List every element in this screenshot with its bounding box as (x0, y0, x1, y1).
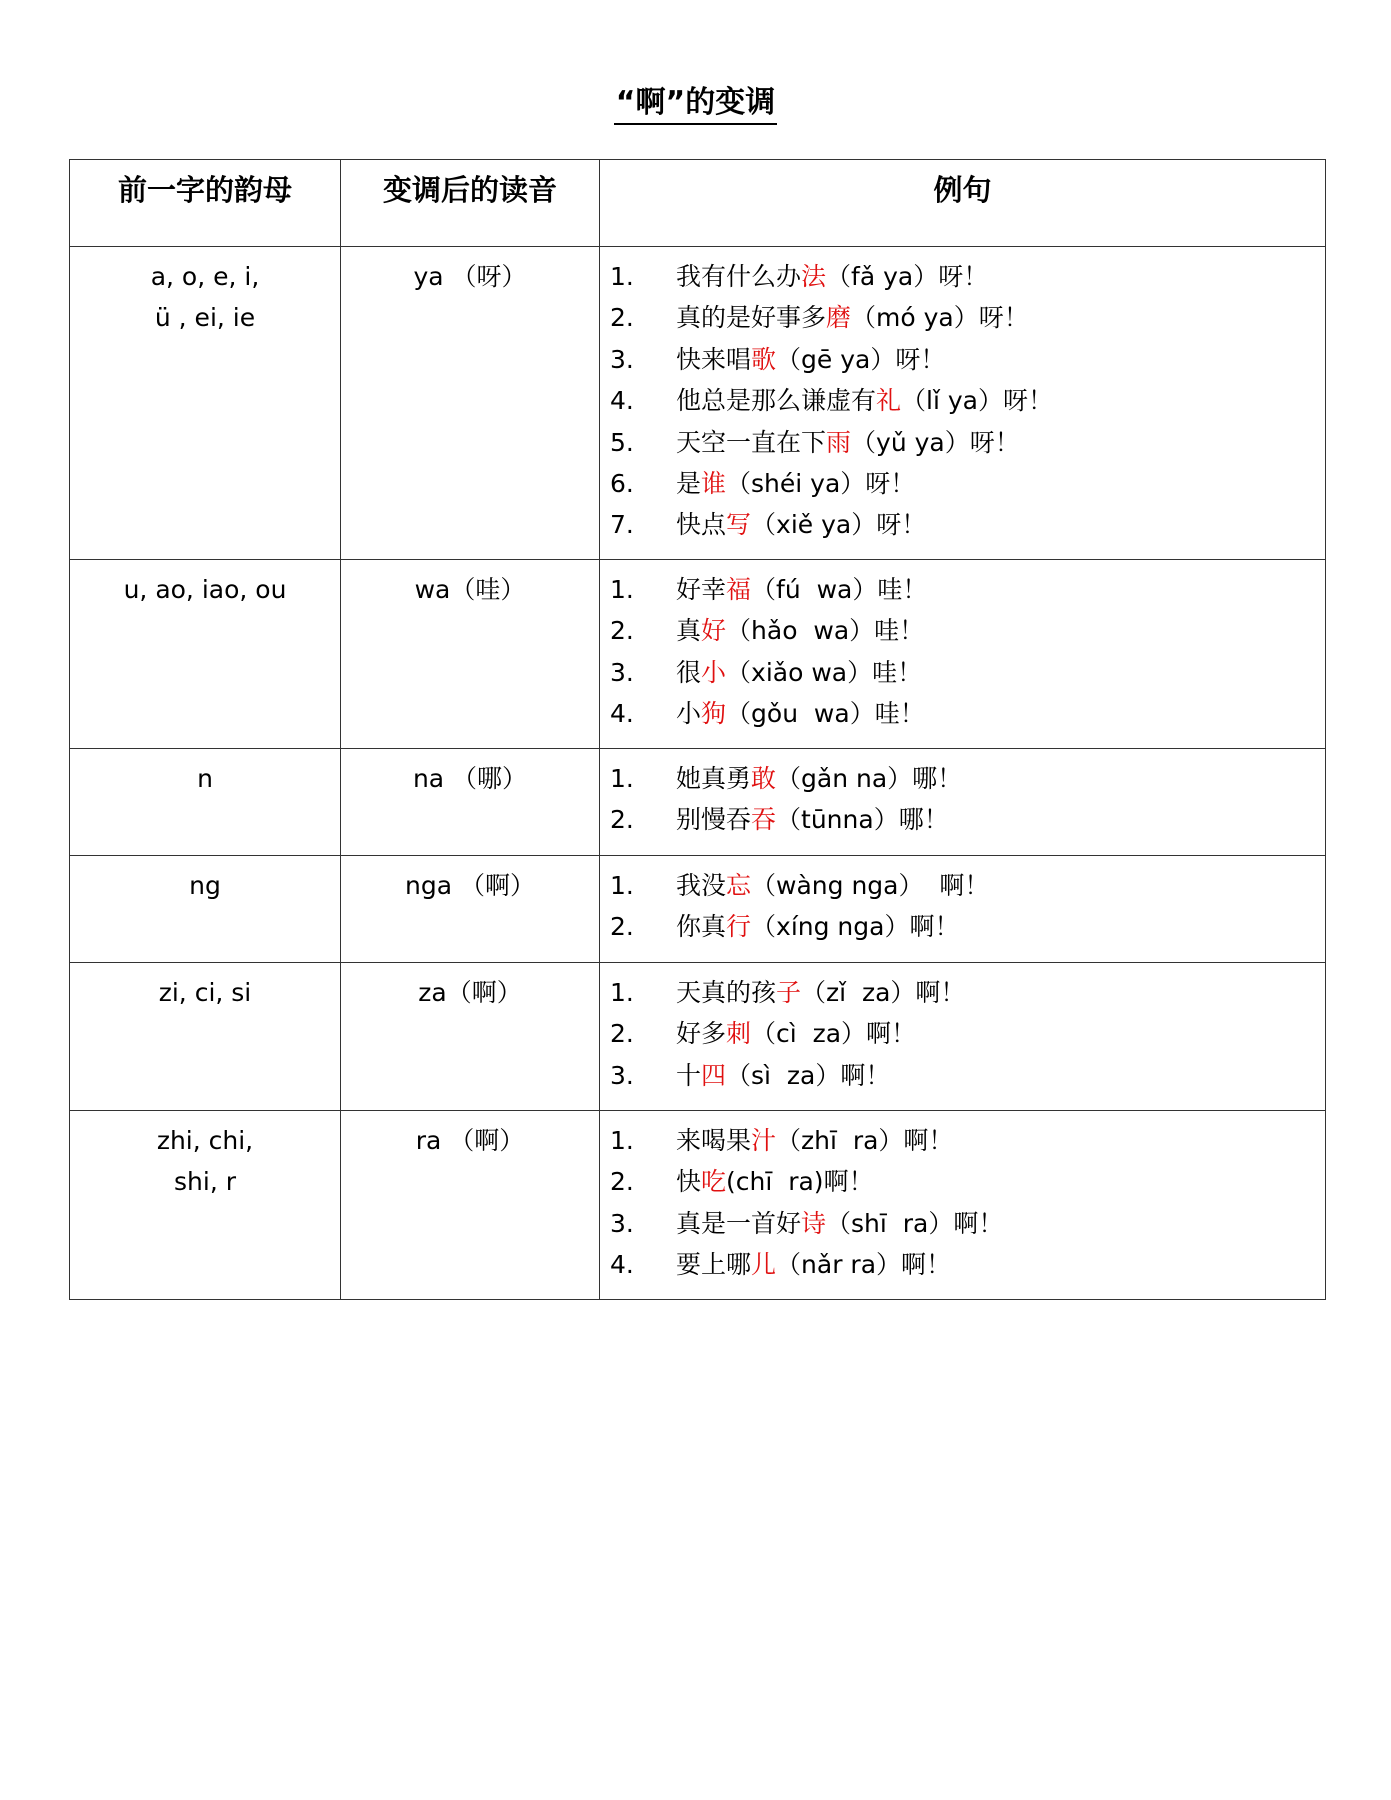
example-pinyin: （gǎn na）哪！ (776, 764, 963, 793)
example-text: 你真 (676, 912, 727, 942)
example-pinyin: （hǎo wa）哇！ (726, 616, 925, 646)
example-text: 快 (676, 1167, 702, 1197)
examples-cell (600, 1111, 1326, 1300)
example-sentence (610, 256, 1325, 297)
example-number: 1. (610, 871, 634, 900)
tone-change-table (69, 159, 1326, 1300)
example-text: 别慢吞 (676, 805, 752, 835)
final-text: n (197, 764, 213, 793)
table-row (70, 560, 1326, 749)
example-pinyin: （zǐ za）啊！ (801, 978, 966, 1007)
example-number: 6. (610, 469, 634, 499)
reading-cell (341, 1111, 600, 1300)
example-sentence (610, 1161, 1325, 1202)
final-text: zhi, chi, (156, 1126, 254, 1155)
example-pinyin: （nǎr ra）啊！ (776, 1250, 952, 1280)
example-text: 我有什么办 (676, 262, 802, 291)
example-pinyin: （shī ra）啊！ (826, 1208, 1004, 1238)
highlighted-character: 四 (701, 1060, 727, 1090)
highlighted-character: 儿 (751, 1250, 777, 1280)
example-pinyin: （cì za）啊！ (751, 1019, 917, 1049)
table-row (70, 856, 1326, 963)
example-pinyin: （lǐ ya）呀！ (901, 386, 1053, 416)
final-cell (70, 963, 341, 1111)
reading-text: nga （啊） (405, 871, 535, 900)
final-text: shi, r (174, 1167, 236, 1197)
example-sentence (610, 339, 1325, 380)
final-cell (70, 247, 341, 560)
examples-cell (600, 749, 1326, 856)
final-cell (70, 1111, 341, 1300)
highlighted-character: 雨 (826, 427, 852, 457)
example-text: 好幸 (676, 575, 727, 604)
reading-cell (341, 247, 600, 560)
table-row (70, 1111, 1326, 1300)
example-pinyin: （wàng nga） 啊！ (751, 871, 990, 900)
reading-text: ra （啊） (415, 1126, 525, 1155)
example-number: 2. (610, 1167, 634, 1197)
example-sentence (610, 1013, 1325, 1054)
highlighted-character: 法 (801, 262, 827, 291)
example-sentence (610, 865, 1325, 906)
example-text: 真的是好事多 (676, 303, 827, 333)
highlighted-character: 敢 (751, 764, 777, 793)
highlighted-character: 福 (726, 575, 752, 604)
final-text: u, ao, iao, ou (123, 575, 287, 604)
example-sentence (610, 1244, 1325, 1285)
example-number: 1. (610, 764, 634, 793)
highlighted-character: 小 (701, 657, 727, 687)
example-number: 2. (610, 1019, 634, 1049)
example-text: 好多 (676, 1019, 727, 1049)
highlighted-character: 汁 (751, 1126, 777, 1155)
example-pinyin: （mó ya）呀！ (851, 303, 1029, 333)
example-sentence (610, 799, 1325, 840)
example-text: 她真勇 (676, 764, 752, 793)
example-sentence (610, 1120, 1325, 1161)
reading-text: na （哪） (412, 764, 528, 793)
reading-text: za（啊） (418, 978, 522, 1007)
final-cell (70, 560, 341, 749)
example-sentence (610, 652, 1325, 693)
example-number: 3. (610, 344, 634, 374)
highlighted-character: 子 (776, 978, 802, 1007)
example-sentence (610, 906, 1325, 947)
example-number: 2. (610, 616, 634, 646)
example-number: 2. (610, 303, 634, 333)
example-text: 来喝果 (676, 1126, 752, 1155)
example-pinyin: （xiě ya）呀！ (751, 510, 927, 540)
reading-cell (341, 749, 600, 856)
example-text: 很 (676, 657, 702, 687)
final-text: ü , ei, ie (154, 303, 256, 333)
example-text: 快来唱 (676, 344, 752, 374)
example-number: 1. (610, 1126, 634, 1155)
table-row (70, 247, 1326, 560)
example-number: 1. (610, 262, 634, 291)
final-text: ng (189, 871, 221, 900)
example-sentence (610, 380, 1325, 421)
example-pinyin: （xíng nga）啊！ (751, 912, 960, 942)
highlighted-character: 忘 (726, 871, 752, 900)
highlighted-character: 磨 (826, 303, 852, 333)
header-row (70, 160, 1326, 247)
examples-cell (600, 560, 1326, 749)
example-number: 3. (610, 1060, 634, 1090)
header-final: 前一字的韵母 (70, 160, 341, 247)
example-pinyin: （gǒu wa）哇！ (726, 699, 925, 729)
reading-cell (341, 560, 600, 749)
example-text: 天空一直在下 (676, 427, 827, 457)
example-text: 快点 (676, 510, 727, 540)
example-text: 小 (676, 699, 702, 729)
example-sentence (610, 1055, 1325, 1096)
example-number: 4. (610, 699, 634, 729)
example-pinyin: （shéi ya）呀！ (726, 469, 916, 499)
example-sentence (610, 463, 1325, 504)
reading-cell (341, 963, 600, 1111)
example-sentence (610, 610, 1325, 651)
highlighted-character: 狗 (701, 699, 727, 729)
example-text: 要上哪 (676, 1250, 752, 1280)
example-sentence (610, 297, 1325, 338)
examples-cell (600, 856, 1326, 963)
document-title: “啊”的变调 (0, 84, 1391, 125)
reading-text: ya （呀） (413, 262, 527, 291)
header-reading: 变调后的读音 (341, 160, 600, 247)
example-number: 1. (610, 575, 634, 604)
example-text: 我没 (676, 871, 727, 900)
example-number: 4. (610, 386, 634, 416)
example-sentence (610, 569, 1325, 610)
example-number: 2. (610, 805, 634, 835)
example-sentence (610, 972, 1325, 1013)
highlighted-character: 诗 (801, 1208, 827, 1238)
example-pinyin: (chī ra)啊！ (726, 1167, 874, 1197)
examples-cell (600, 247, 1326, 560)
final-text: zi, ci, si (158, 978, 252, 1007)
example-pinyin: （gē ya）呀！ (776, 344, 946, 374)
highlighted-character: 写 (726, 510, 752, 540)
example-number: 4. (610, 1250, 634, 1280)
example-number: 7. (610, 510, 634, 540)
example-pinyin: （tūnna）哪！ (776, 805, 949, 835)
highlighted-character: 行 (726, 912, 752, 942)
highlighted-character: 谁 (701, 469, 727, 499)
example-text: 真是一首好 (676, 1208, 802, 1238)
example-number: 5. (610, 427, 634, 457)
example-sentence (610, 758, 1325, 799)
example-pinyin: （xiǎo wa）哇！ (726, 657, 923, 687)
example-number: 3. (610, 1208, 634, 1238)
final-text: a, o, e, i, (150, 262, 260, 291)
table-row (70, 963, 1326, 1111)
example-pinyin: （fǎ ya）呀！ (826, 262, 989, 291)
highlighted-character: 吞 (751, 805, 777, 835)
header-examples: 例句 (600, 160, 1326, 247)
example-pinyin: （yǔ ya）呀！ (851, 427, 1020, 457)
example-number: 2. (610, 912, 634, 942)
example-text: 是 (676, 469, 702, 499)
reading-cell (341, 856, 600, 963)
example-sentence (610, 504, 1325, 545)
example-sentence (610, 422, 1325, 463)
final-cell (70, 749, 341, 856)
table-row (70, 749, 1326, 856)
example-text: 他总是那么谦虚有 (676, 386, 877, 416)
reading-text: wa（哇） (414, 575, 526, 604)
example-number: 1. (610, 978, 634, 1007)
example-sentence (610, 693, 1325, 734)
example-pinyin: （fú wa）哇！ (751, 575, 928, 604)
example-pinyin: （zhī ra）啊！ (776, 1126, 954, 1155)
examples-cell (600, 963, 1326, 1111)
highlighted-character: 吃 (701, 1167, 727, 1197)
highlighted-character: 刺 (726, 1019, 752, 1049)
highlighted-character: 歌 (751, 344, 777, 374)
final-cell (70, 856, 341, 963)
example-text: 真 (676, 616, 702, 646)
example-sentence (610, 1203, 1325, 1244)
example-number: 3. (610, 657, 634, 687)
example-text: 天真的孩 (676, 978, 777, 1007)
example-pinyin: （sì za）啊！ (726, 1060, 891, 1090)
highlighted-character: 好 (701, 616, 727, 646)
highlighted-character: 礼 (876, 386, 902, 416)
example-text: 十 (676, 1060, 702, 1090)
